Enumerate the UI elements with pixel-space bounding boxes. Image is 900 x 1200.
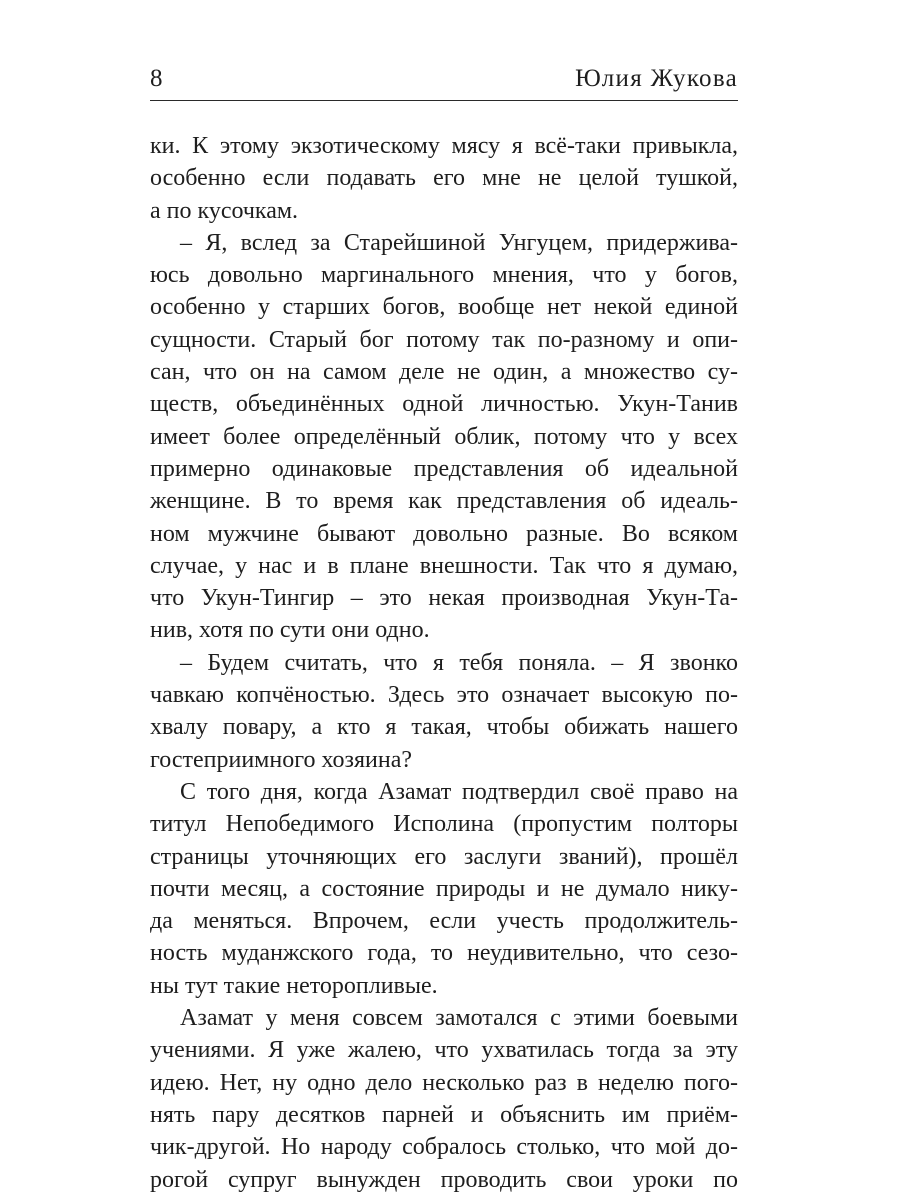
book-page: [150, 0, 738, 1200]
text-line: страницы уточняющих его заслуги званий), прошёл: [150, 843, 738, 870]
text-line: женщине. В то время как представления об идеаль-: [150, 488, 738, 515]
author-name: Юлия Жукова: [575, 65, 738, 92]
text-line: почти месяц, а состояние природы и не думало нику-: [150, 875, 738, 902]
running-header: [150, 60, 738, 101]
text-line: особенно если подавать его мне не целой тушкой,: [150, 165, 738, 192]
text-line: чик-другой. Но народу собралось столько, что мой до-: [150, 1134, 738, 1161]
text-line: рогой супруг вынужден проводить свои уроки по: [150, 1166, 738, 1193]
text-line: С того дня, когда Азамат подтвердил своё право на: [180, 778, 738, 805]
text-line: – Я, вслед за Старейшиной Унгуцем, придержива-: [180, 229, 738, 256]
text-line: юсь довольно маргинального мнения, что у богов,: [150, 262, 738, 289]
text-line: ность муданжского года, то неудивительно, что сезо-: [150, 940, 738, 967]
text-line: учениями. Я уже жалею, что ухватилась тогда за эту: [150, 1037, 738, 1064]
text-line: ки. К этому экзотическому мясу я всё-таки привыкла,: [150, 133, 738, 159]
text-line: сущности. Старый бог потому так по-разному и опи-: [150, 326, 738, 353]
text-line: а по кусочкам.: [150, 197, 299, 224]
text-line: Азамат у меня совсем замотался с этими боевыми: [180, 1005, 738, 1032]
text-line: титул Непобедимого Исполина (пропустим полторы: [150, 811, 738, 838]
text-line: имеет более определённый облик, потому что у всех: [150, 423, 738, 450]
text-line: примерно одинаковые представления об идеальной: [150, 455, 738, 482]
text-line: ществ, объединённых одной личностью. Укун-Танив: [150, 391, 738, 418]
body-text: [150, 130, 738, 1196]
text-line: сан, что он на самом деле не один, а множество су-: [150, 359, 738, 386]
text-line: особенно у старших богов, вообще нет некой единой: [150, 294, 738, 321]
text-line: нять пару десятков парней и объяснить им приём-: [150, 1101, 738, 1128]
text-line: что Укун-Тингир – это некая производная Укун-Та-: [150, 585, 738, 612]
text-line: ном мужчине бывают довольно разные. Во всяком: [150, 520, 738, 547]
text-line: нив, хотя по сути они одно.: [150, 617, 430, 644]
text-line: идею. Нет, ну одно дело несколько раз в неделю пого-: [150, 1069, 738, 1096]
text-line: чавкаю копчёностью. Здесь это означает высокую по-: [150, 682, 738, 709]
text-line: да меняться. Впрочем, если учесть продолжитель-: [150, 908, 738, 935]
text-line: хвалу повару, а кто я такая, чтобы обижать нашего: [150, 714, 738, 741]
text-line: – Будем считать, что я тебя поняла. – Я звонко: [180, 649, 738, 676]
text-line: случае, у нас и в плане внешности. Так что я думаю,: [150, 552, 738, 579]
page-number: 8: [150, 65, 163, 92]
text-line: гостеприимного хозяина?: [150, 746, 413, 773]
text-line: ны тут такие неторопливые.: [150, 972, 438, 999]
